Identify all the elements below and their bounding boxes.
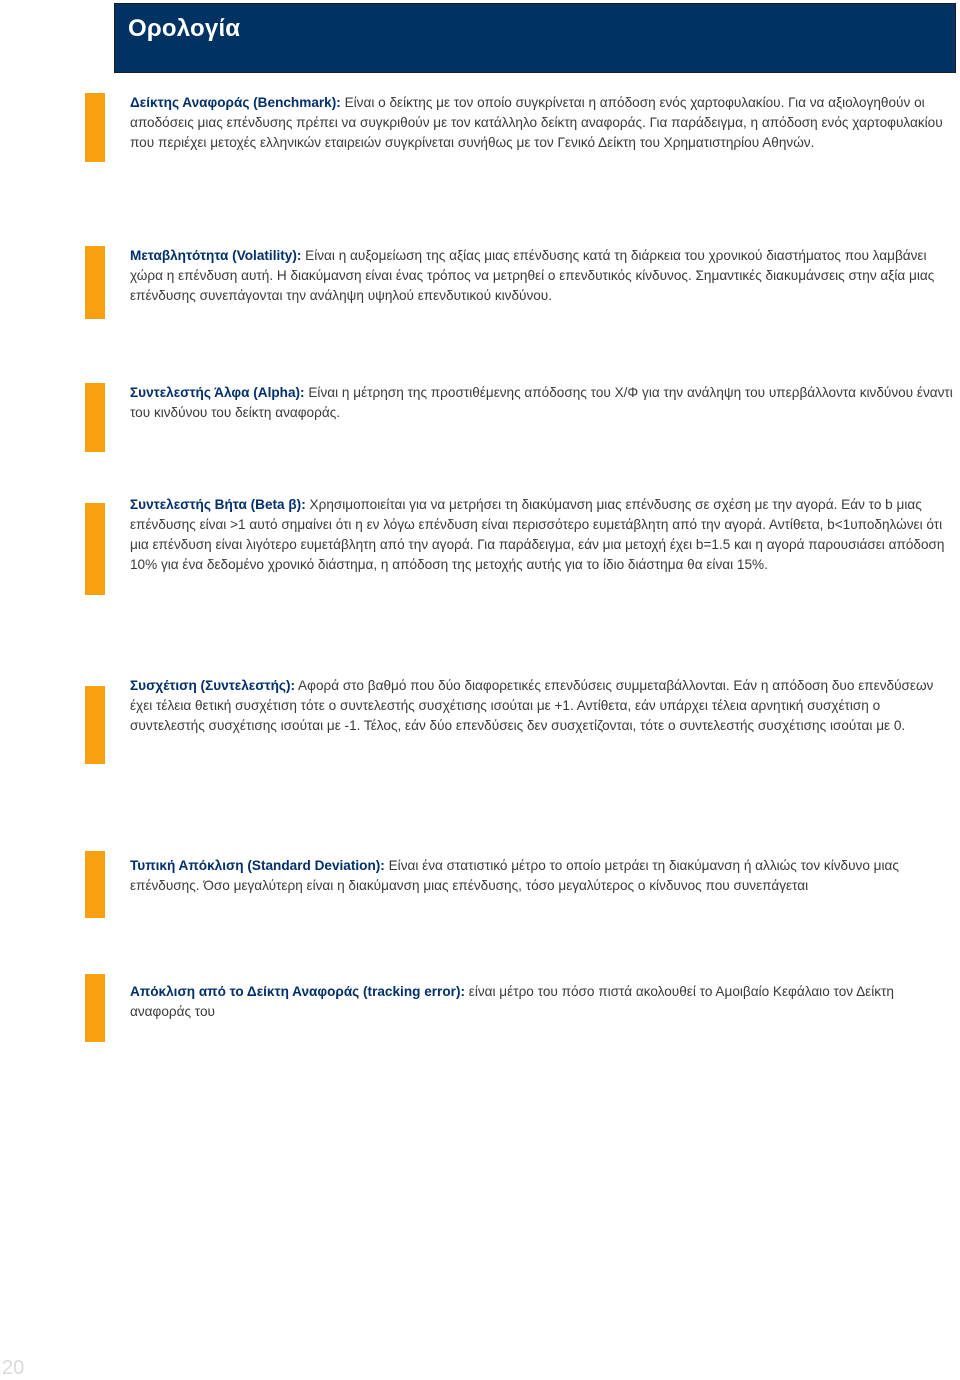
entry-text — [130, 383, 955, 423]
term-definition: είναι μέτρο του πόσο πιστά ακολουθεί το Αμοιβαίο Κεφάλαιο τον Δείκτη αναφοράς του — [130, 984, 894, 1019]
entry-marker — [85, 851, 105, 918]
term-name: Συντελεστής Βήτα (Beta β): — [130, 497, 306, 512]
entry-text — [130, 93, 955, 153]
entry-marker — [85, 503, 105, 595]
entry-marker — [85, 974, 105, 1042]
term-name: Τυπική Απόκλιση (Standard Deviation): — [130, 858, 385, 873]
term-definition: Είναι η μέτρηση της προστιθέμενης απόδοσης του Χ/Φ για την ανάληψη του υπερβάλλοντα κινδύνου έναντι του κινδύνου του δείκτη αναφοράς. — [130, 385, 953, 420]
entry-text — [130, 982, 955, 1022]
entry-marker — [85, 686, 105, 764]
term-definition: Χρησιμοποιείται για να μετρήσει τη διακύμανση μιας επένδυσης σε σχέση με την αγορά. Εάν το b μιας επένδυσης είναι >1 αυτό σημαίνει ότι η εν λόγω επένδυση είναι περισσότερο ευμετάβλητη από την αγορά. Αντίθετα, b<1υποδηλώνει ότι μια επένδυση είναι λιγότερο ευμετάβλητη από την αγορά. Για παράδειγμα, εάν μια μετοχή έχει b=1.5 και η αγορά παρουσιάσει απόδοση 10% για ένα δεδομένο χρονικό διάστημα, η απόδοση της μετοχής αυτής για το ίδιο διάστημα θα είναι 15%. — [130, 497, 945, 572]
entry-marker — [85, 93, 105, 162]
term-name: Απόκλιση από το Δείκτη Αναφοράς (tracking error): — [130, 984, 465, 999]
entry-text — [130, 856, 955, 896]
entry-text — [130, 495, 955, 575]
page-title: Ορολογία — [128, 15, 241, 42]
term-definition: Είναι η αυξομείωση της αξίας μιας επένδυσης κατά τη διάρκεια του χρονικού διαστήματος που λαμβάνει χώρα η επένδυση αυτή. Η διακύμανση είναι ένας τρόπος να μετρηθεί ο επενδυτικός κίνδυνος. Σημαντικές διακυμάνσεις στην αξία μιας επένδυσης συνεπάγονται την ανάληψη υψηλού επενδυτικού κινδύνου. — [130, 248, 935, 303]
term-definition: Αφορά στο βαθμό που δύο διαφορετικές επενδύσεις συμμεταβάλλονται. Εάν η απόδοση δυο επενδύσεων έχει τέλεια θετική συσχέτιση τότε ο συντελεστής συσχέτισης ισούται με +1. Αντίθετα, εάν υπάρχει τέλεια αρνητική συσχέτιση ο συντελεστής συσχέτισης ισούται με -1. Τέλος, εάν δύο επενδύσεις δεν συσχετίζονται, τότε ο συντελεστής συσχέτισης ισούται με 0. — [130, 678, 934, 733]
term-name: Συσχέτιση (Συντελεστής): — [130, 678, 296, 693]
term-definition: Είναι ένα στατιστικό μέτρο το οποίο μετράει τη διακύμανση ή αλλιώς τον κίνδυνο μιας επένδυσης. Όσο μεγαλύτερη είναι η διακύμανση μιας επένδυσης, τόσο μεγαλύτερος ο κίνδυνος που συνεπάγεται — [130, 858, 899, 893]
page-number: 20 — [2, 1357, 25, 1379]
term-name: Μεταβλητότητα (Volatility): — [130, 248, 302, 263]
entry-marker — [85, 246, 105, 319]
section-header — [114, 3, 956, 73]
term-name: Δείκτης Αναφοράς (Benchmark): — [130, 95, 341, 110]
entry-text — [130, 676, 955, 736]
entry-marker — [85, 383, 105, 452]
term-name: Συντελεστής Άλφα (Alpha): — [130, 385, 305, 400]
entry-text — [130, 246, 955, 306]
term-definition: Είναι ο δείκτης με τον οποίο συγκρίνεται η απόδοση ενός χαρτοφυλακίου. Για να αξιολογηθούν οι αποδόσεις μιας επένδυσης πρέπει να συγκριθούν με τον κατάλληλο δείκτη αναφοράς. Για παράδειγμα, η απόδοση ενός χαρτοφυλακίου που περιέχει μετοχές ελληνικών εταιρειών συγκρίνεται συνήθως με τον Γενικό Δείκτη του Χρηματιστηρίου Αθηνών. — [130, 95, 943, 150]
